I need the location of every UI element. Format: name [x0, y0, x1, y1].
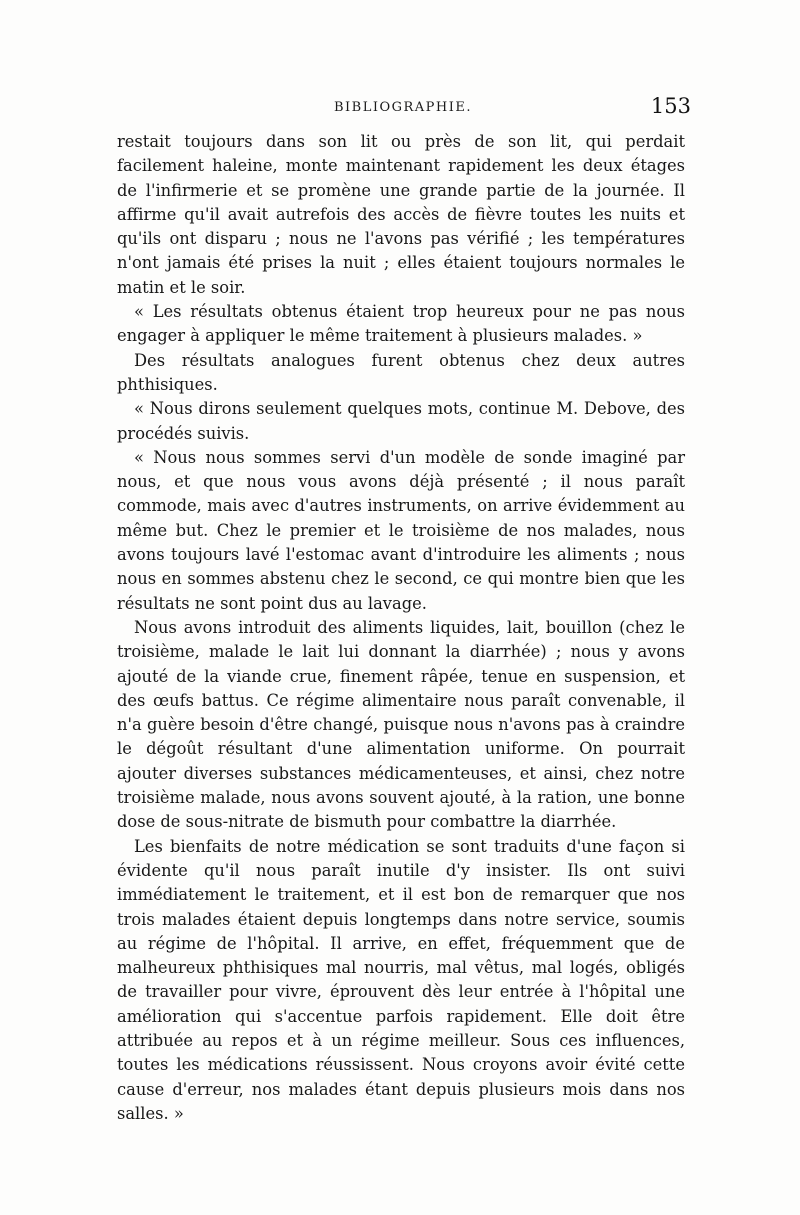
- paragraph: « Nous dirons seulement quelques mots, continue M. Debove, des procédés suivis.: [117, 399, 685, 443]
- page-number: 153: [650, 94, 691, 118]
- paragraph: Nous avons introduit des aliments liquides, lait, bouillon (chez le troisième, malade le lait lui donnant la diarrhée) ; nous y avons ajouté de la viande crue, finement râpée, tenue en suspension, et des œufs battus. Ce régime alimentaire nous paraît convenable, il n'a guère besoin d'être changé, puisque nous n'avons pas à craindre le dégoût résultant d'une alimentation uniforme. On pourrait ajouter diverses substances médicamenteuses, et ainsi, chez notre troisième malade, nous avons souvent ajouté, à la ration, une bonne dose de sous-nitrate de bismuth pour combattre la diarrhée.: [117, 617, 685, 832]
- paragraph: « Les résultats obtenus étaient trop heureux pour ne pas nous engager à appliquer le même traitement à plusieurs malades. »: [117, 302, 685, 346]
- paragraph: Des résultats analogues furent obtenus chez deux autres phthisiques.: [117, 350, 685, 394]
- paragraph: Les bienfaits de notre médication se sont traduits d'une façon si évidente qu'il nous paraît inutile d'y insister. Ils ont suivi immédiatement le traitement, et il est bon de remarquer que nos trois malades étaient depuis longtemps dans notre service, soumis au régime de l'hôpital. Il arrive, en effet, fréquemment que de malheureux phthisiques mal nourris, mal vêtus, mal logés, obligés de travailler pour vivre, éprouvent dès leur entrée à l'hôpital une amélioration qui s'accentue parfois rapidement. Elle doit être attribuée au repos et à un régime meilleur. Sous ces influences, toutes les médications réussissent. Nous croyons avoir évité cette cause d'erreur, nos malades étant depuis plusieurs mois dans nos salles. »: [117, 836, 685, 1123]
- page-header: [115, 96, 691, 126]
- paragraph: restait toujours dans son lit ou près de son lit, qui perdait facilement haleine, monte maintenant rapidement les deux étages de l'infirmerie et se promène une grande partie de la journée. Il affirme qu'il avait autrefois des accès de fièvre toutes les nuits et qu'ils ont disparu ; nous ne l'avons pas vérifié ; les températures n'ont jamais été prises la nuit ; elles étaient toujours normales le matin et le soir.: [117, 132, 685, 297]
- paragraph: « Nous nous sommes servi d'un modèle de sonde imaginé par nous, et que nous vous avons déjà présenté ; il nous paraît commode, mais avec d'autres instruments, on arrive évidemment au même but. Chez le premier et le troisième de nos malades, nous avons toujours lavé l'estomac avant d'introduire les aliments ; nous nous en sommes abstenu chez le second, ce qui montre bien que les résultats ne sont point dus au lavage.: [117, 447, 685, 613]
- running-title: BIBLIOGRAPHIE.: [333, 100, 473, 115]
- body-text: [117, 130, 685, 1126]
